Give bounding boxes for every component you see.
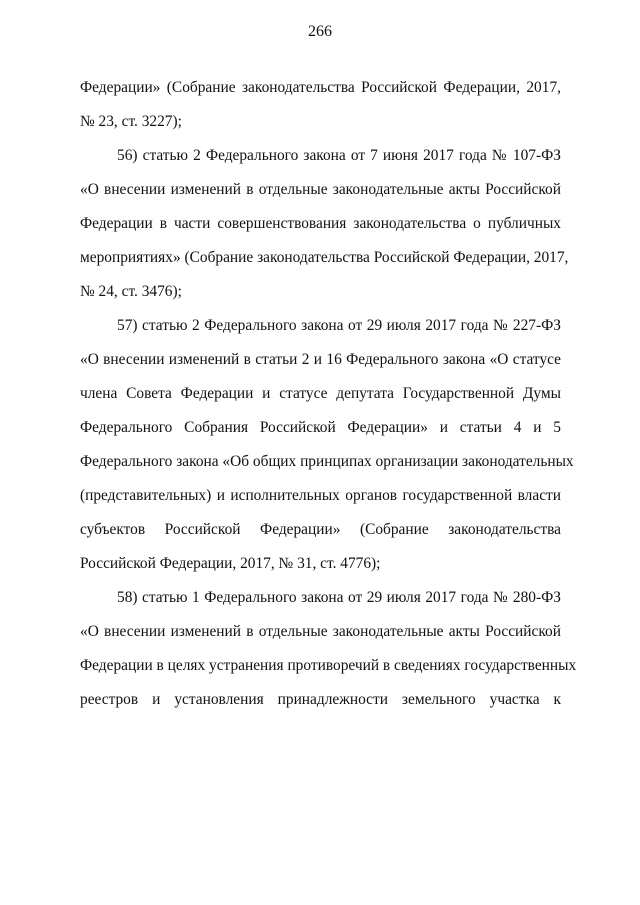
text-line: «О внесении изменений в статьи 2 и 16 Федерального закона «О статусе (80, 351, 561, 368)
paragraph-item-57 (80, 309, 574, 581)
text-line: Федерального закона «Об общих принципах организации законодательных (80, 453, 574, 470)
text-line: Федерального Собрания Российской Федерации» и статьи 4 и 5 (80, 419, 561, 436)
paragraph-item-58 (80, 581, 577, 717)
text-line: мероприятиях» (Собрание законодательства Российской Федерации, 2017, (80, 249, 569, 266)
text-line: Российской Федерации, 2017, № 31, ст. 4776); (80, 555, 381, 572)
text-line: Федерации в целях устранения противоречий в сведениях государственных (80, 657, 577, 674)
text-line: «О внесении изменений в отдельные законодательные акты Российской (80, 623, 561, 640)
text-line: «О внесении изменений в отдельные законодательные акты Российской (80, 181, 561, 198)
text-line: члена Совета Федерации и статусе депутата Государственной Думы (80, 385, 561, 402)
text-line: Федерации в части совершенствования законодательства о публичных (80, 215, 561, 232)
text-line: Федерации» (Собрание законодательства Российской Федерации, 2017, (80, 79, 561, 96)
paragraph (80, 71, 561, 139)
text-line: (представительных) и исполнительных органов государственной власти (80, 487, 561, 504)
paragraph-item-56 (80, 139, 569, 309)
text-line: № 24, ст. 3476); (80, 283, 182, 300)
text-line: 58) статью 1 Федерального закона от 29 июля 2017 года № 280-ФЗ (117, 589, 561, 606)
text-line: субъектов Российской Федерации» (Собрание законодательства (80, 521, 561, 538)
document-body (80, 71, 577, 717)
text-line: 56) статью 2 Федерального закона от 7 июня 2017 года № 107-ФЗ (117, 147, 561, 164)
page-number: 266 (308, 23, 332, 40)
text-line: 57) статью 2 Федерального закона от 29 июля 2017 года № 227-ФЗ (117, 317, 561, 334)
text-line: № 23, ст. 3227); (80, 113, 182, 130)
text-line: реестров и установления принадлежности земельного участка к (80, 691, 561, 708)
